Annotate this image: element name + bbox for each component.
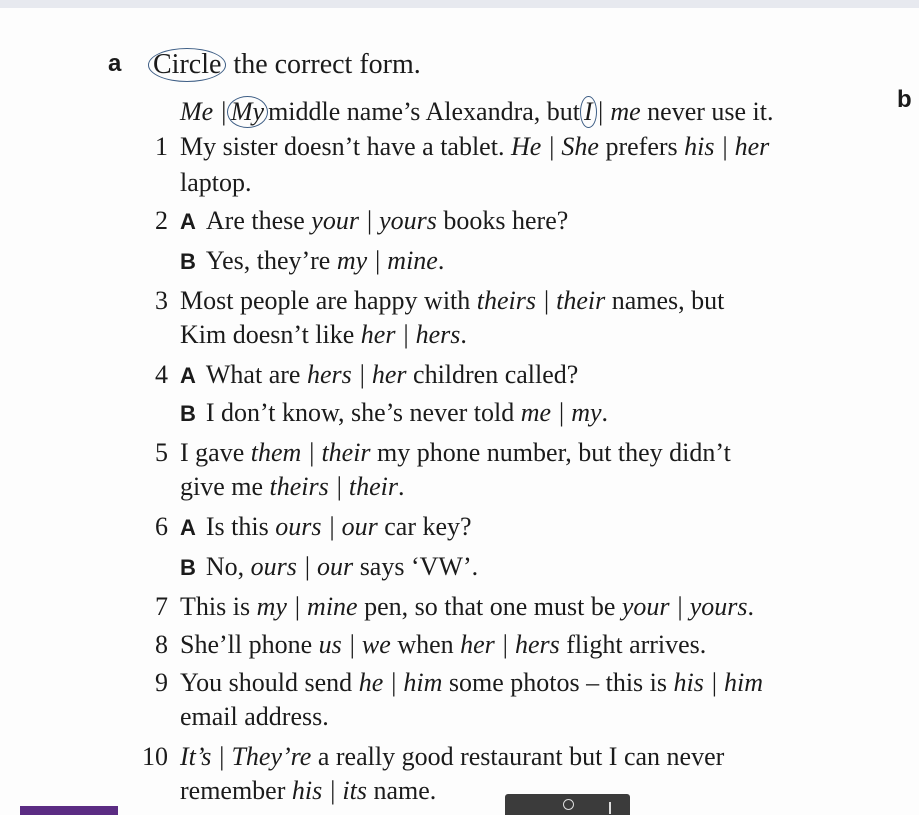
item-number: 2 — [155, 206, 168, 235]
example-line — [180, 96, 774, 128]
text: flight arrives. — [559, 630, 707, 659]
option-choice[interactable]: us | we — [318, 630, 391, 659]
instruction-circled-word: Circle — [148, 48, 226, 82]
speaker-b-label: B — [180, 249, 196, 274]
viewer-toolbar[interactable] — [505, 794, 630, 815]
text: Are these — [205, 206, 312, 235]
instruction — [148, 48, 421, 82]
text: She’ll phone — [180, 630, 319, 659]
text: books here? — [436, 206, 569, 235]
example-circled-my: My — [227, 96, 268, 128]
speaker-a-label: A — [180, 363, 196, 388]
text: when — [390, 630, 461, 659]
text: says ‘VW’. — [353, 552, 479, 581]
text: names, but — [605, 286, 725, 315]
example-text-end: never use it. — [640, 97, 774, 126]
item-number: 1 — [155, 132, 168, 161]
option-choice[interactable]: my | mine — [336, 246, 438, 275]
option-choice[interactable]: ours | our — [250, 552, 354, 581]
item-6-line-a — [180, 512, 472, 543]
item-4-line-a — [180, 360, 578, 391]
item-10-line-2 — [180, 776, 436, 806]
item-9-line-1 — [180, 668, 763, 698]
text: . — [601, 398, 609, 427]
text: my phone number, but they didn’t — [370, 438, 731, 467]
text: Kim doesn’t like — [180, 320, 361, 349]
item-10-line-1 — [180, 742, 724, 772]
option-choice[interactable]: me | my — [520, 398, 602, 427]
item-2-line-a — [180, 206, 568, 237]
text: Most people are happy with — [180, 286, 477, 315]
item-3-line-1 — [180, 286, 724, 316]
item-5-line-2 — [180, 472, 405, 502]
text: Is this — [205, 512, 276, 541]
exercise-letter: a — [108, 50, 122, 77]
item-9-line-2: email address. — [180, 702, 329, 731]
option-choice[interactable]: his | its — [291, 776, 367, 805]
text: . — [398, 472, 405, 501]
item-2-line-b — [180, 246, 444, 277]
text: Yes, they’re — [205, 246, 337, 275]
text: a really good restaurant but I can never — [311, 742, 725, 771]
item-number: 7 — [155, 592, 168, 621]
text: This is — [180, 592, 257, 621]
speaker-b-label: B — [180, 555, 196, 580]
magnifier-icon[interactable] — [563, 799, 574, 810]
speaker-b-label: B — [180, 401, 196, 426]
item-4-line-b — [180, 398, 608, 429]
option-choice[interactable]: your | yours — [621, 592, 748, 621]
text: give me — [180, 472, 270, 501]
item-number: 6 — [155, 512, 168, 541]
text: remember — [180, 776, 292, 805]
next-exercise-letter: b — [897, 86, 912, 113]
example-text: middle name’s Alexandra, but — [268, 97, 580, 126]
text: car key? — [377, 512, 472, 541]
text: . — [460, 320, 467, 349]
text: My sister doesn’t have a tablet. — [180, 132, 511, 161]
item-5-line-1 — [180, 438, 731, 468]
option-choice[interactable]: his | her — [684, 132, 770, 161]
option-choice[interactable]: them | their — [250, 438, 371, 467]
item-1-line-1 — [180, 132, 769, 162]
text: some photos – this is — [442, 668, 674, 697]
option-choice[interactable]: He | She — [510, 132, 599, 161]
text: I gave — [180, 438, 251, 467]
text: children called? — [406, 360, 579, 389]
option-choice[interactable]: hers | her — [306, 360, 407, 389]
example-circled-i: I — [580, 96, 597, 128]
instruction-text: the correct form. — [233, 49, 421, 80]
option-choice[interactable]: theirs | their — [476, 286, 606, 315]
option-choice[interactable]: theirs | their — [269, 472, 399, 501]
item-number: 5 — [155, 438, 168, 467]
option-choice[interactable]: It’s | They’re — [180, 742, 312, 771]
text: You should send — [180, 668, 359, 697]
divider-icon — [609, 802, 611, 814]
item-7-line-1 — [180, 592, 754, 622]
item-number: 9 — [155, 668, 168, 697]
option-choice[interactable]: her | hers — [360, 320, 461, 349]
item-8-line-1 — [180, 630, 706, 660]
page-color-tab — [20, 806, 118, 815]
text: . — [437, 246, 445, 275]
item-3-line-2 — [180, 320, 467, 350]
item-number: 3 — [155, 286, 168, 315]
example-separator: | — [596, 97, 611, 126]
worksheet-page — [0, 8, 919, 815]
item-number: 10 — [142, 742, 168, 771]
option-choice[interactable]: your | yours — [311, 206, 437, 235]
example-option-me: Me | — [180, 97, 227, 126]
option-choice[interactable]: his | him — [673, 668, 764, 697]
option-choice[interactable]: he | him — [358, 668, 443, 697]
text: pen, so that one must be — [357, 592, 622, 621]
item-number: 8 — [155, 630, 168, 659]
option-choice[interactable]: ours | our — [275, 512, 378, 541]
item-1-line-2: laptop. — [180, 168, 252, 197]
option-choice[interactable]: my | mine — [256, 592, 358, 621]
speaker-a-label: A — [180, 209, 196, 234]
example-option-me-2: me — [610, 97, 641, 126]
text: name. — [366, 776, 437, 805]
item-number: 4 — [155, 360, 168, 389]
option-choice[interactable]: her | hers — [460, 630, 560, 659]
speaker-a-label: A — [180, 515, 196, 540]
text: I don’t know, she’s never told — [205, 398, 521, 427]
text: . — [747, 592, 754, 621]
text: No, — [205, 552, 251, 581]
text: prefers — [598, 132, 685, 161]
text: What are — [205, 360, 307, 389]
item-6-line-b — [180, 552, 478, 583]
